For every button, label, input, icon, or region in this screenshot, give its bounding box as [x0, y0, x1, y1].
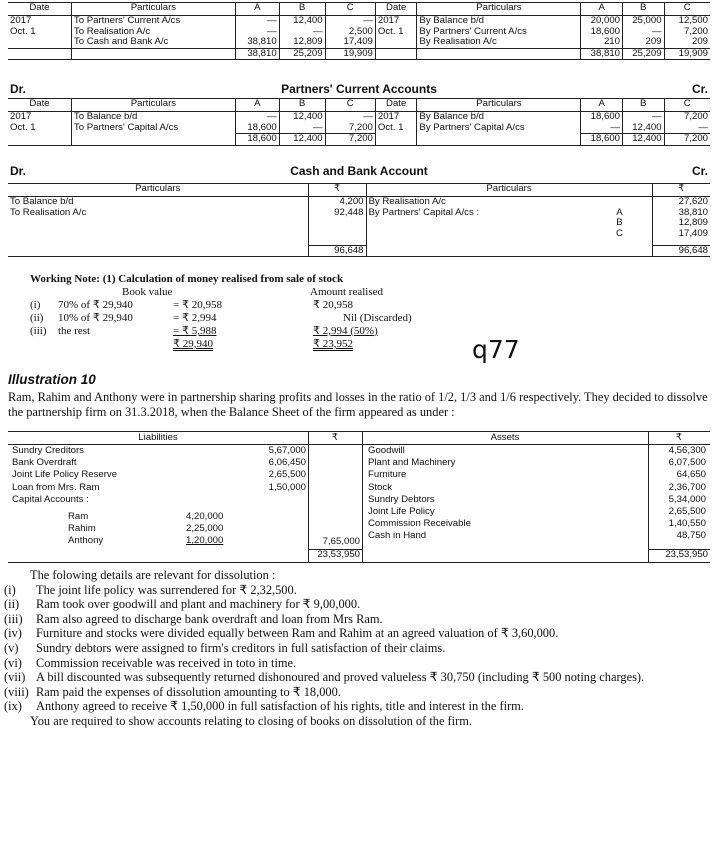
amount-cell: 12,400: [622, 123, 664, 134]
particulars-cell: By Realisation A/c: [366, 197, 652, 208]
list-item: Stock 2,36,700: [368, 481, 706, 493]
col-header-date: Date: [375, 99, 417, 112]
totals-row: [8, 245, 710, 257]
particulars-cell: B: [366, 218, 652, 229]
amount-cell: 7,200: [683, 111, 708, 122]
list-item: (ii) Ram took over goodwill and plant and machinery for ₹ 9,00,000.: [4, 597, 361, 612]
list-item: (ix) Anthony agreed to receive ₹ 1,50,000 in full satisfaction of his rights, title and interest in the firm.: [4, 699, 524, 714]
amount-cell: 25,000: [622, 16, 664, 27]
list-item: Plant and Machinery 6,07,500: [368, 457, 706, 469]
col-header-a: A: [235, 99, 279, 112]
list-item: Cash in Hand 48,750: [368, 530, 706, 542]
capital-list: [68, 512, 300, 549]
account-title: Partners' Current Accounts: [281, 82, 437, 96]
col-header-date: Date: [8, 3, 71, 16]
amount-cell: —: [581, 123, 623, 134]
dissolution-details: [4, 568, 712, 729]
particulars-cell: To Partners' Current A/cs: [71, 16, 235, 27]
col-header-c: C: [325, 3, 375, 16]
col-header-b: B: [279, 3, 325, 16]
partners-current-accounts-table: [8, 98, 710, 146]
total-cell: 38,810: [581, 48, 623, 60]
list-item: (vi) Commission receivable was received in toto in time.: [4, 655, 297, 670]
list-item: (iv) Furniture and stocks were divided equally between Ram and Rahim at an agreed valuation of ₹ 3,60,000.: [4, 626, 559, 641]
particulars-cell: C: [366, 229, 652, 240]
list-item: Sundry Creditors 5,67,000: [12, 445, 306, 456]
amount-cell: 210: [581, 37, 623, 48]
rupee-header: ₹: [331, 432, 339, 443]
col-header-date: Date: [8, 99, 71, 112]
amount-cell: 27,620: [678, 196, 708, 207]
total-cell: 12,400: [279, 134, 325, 146]
date-cell: 2017 Oct. 1: [375, 16, 417, 49]
particulars-cell: By Partners' Capital A/cs : A: [366, 208, 652, 219]
amount-cell: 12,809: [678, 217, 708, 229]
amount-cell: 12,400: [279, 112, 325, 123]
balance-sheet: [8, 431, 710, 563]
amount-cell: 7,200: [683, 25, 708, 37]
particulars-cell: By Realisation A/c: [417, 37, 581, 48]
assets-list: [368, 446, 708, 544]
col-header-particulars: Particulars: [366, 184, 652, 197]
list-item: Capital Accounts :: [12, 493, 89, 505]
col-header-particulars: Particulars: [8, 184, 308, 197]
totals-row: [8, 48, 710, 60]
total-cell: 96,648: [652, 245, 710, 257]
total-cell: 7,200: [664, 134, 710, 146]
capital-total: 7,65,000: [322, 536, 360, 547]
list-item: (viii) Ram paid the expenses of dissolution amounting to ₹ 18,000.: [4, 684, 341, 699]
table-row: [8, 112, 710, 123]
rupee-header: ₹: [675, 432, 683, 443]
liabilities-list: [12, 446, 308, 507]
amount-cell: 12,400: [279, 16, 325, 27]
col-header-date: Date: [375, 3, 417, 16]
cr-label: Cr.: [691, 82, 708, 96]
amount-cell: —: [279, 123, 325, 134]
amount-cell: —: [235, 16, 279, 27]
particulars-cell: To Realisation A/c: [71, 27, 235, 38]
amount-cell: 18,600: [235, 123, 279, 134]
list-item: Ram 4,20,000: [68, 511, 224, 522]
col-header-rupee: ₹: [652, 184, 710, 197]
amount-cell: —: [698, 121, 708, 133]
col-header-particulars: Particulars: [71, 99, 235, 112]
amount-cell: 12,809: [279, 37, 325, 48]
list-item: (i) The joint life policy was surrendered for ₹ 2,32,500.: [4, 582, 297, 597]
working-note-title: Working Note: (1) Calculation of money realised from sale of stock: [30, 273, 344, 285]
list-item: Sundry Debtors 5,34,000: [368, 493, 706, 505]
list-item: (v) Sundry debtors were assigned to firm's creditors in full satisfaction of their claims.: [4, 640, 446, 655]
amount-cell: —: [325, 16, 375, 27]
table-row: [8, 208, 710, 219]
total-cell: 18,600: [581, 134, 623, 146]
particulars-cell: To Partners' Capital A/cs: [71, 123, 235, 134]
total-cell: 25,209: [622, 48, 664, 60]
particulars-cell: By Partners' Capital A/cs: [417, 123, 581, 134]
list-item: Goodwill 4,56,300: [368, 445, 706, 456]
cr-label: Cr.: [691, 164, 708, 178]
table-row: [8, 229, 710, 240]
assets-header: Assets: [490, 432, 520, 443]
details-closing: You are required to show accounts relating to closing of books on dissolution of the firm.: [30, 713, 472, 728]
amount-cell: 92,448: [308, 208, 366, 219]
amount-cell: 209: [622, 37, 664, 48]
illustration-text: Ram, Rahim and Anthony were in partnership sharing profits and losses in the ratio of 1/2, 1/3 and 1/6 respectively. They decided to dissolve the partnership firm on 31.3.2018, when the Balance Sheet of the firm appeared as under :: [8, 390, 708, 419]
total-cell: 12,400: [622, 134, 664, 146]
amount-cell: —: [325, 112, 375, 123]
amount-cell: —: [622, 27, 664, 38]
textbook-page: Date Particulars A B C Date Particulars A B C 2017 Oct. 1 To Partners' Current A/cs — 12,400 — 2017 Oct. 1 By Balance b/d 20,000 25,000 12,500 To Realisation A/c — — 2,500 By Partners' Current A/cs 18,600 — 7,200 To Cash and Bank A/c 38,810 12,809 17,409 By Realisation A/c 210 209 209 38,810 25,209 19,909 38,810 25,209 19,909 Dr. Partners' Current Accounts Cr. Date Particulars A B C Date Particulars A B C 2017 Oct. 1 To Balance b/d — 12,400 — 2017 Oct. 1 By Balance b/d 18,600 — 7,200 To Partners' Capital A/cs 18,600 — 7,200 By Partners' Capital A/cs — 12,400 — 18,600 12,400 7,200 18,600 12,400 7,200 Dr. Cash and Bank Account Cr. Particulars ₹ Particulars ₹ To Balance b/d 4,200 By Realisation A/c 27,620 To Realisation A/c 92,448 By Partners' Capital A/cs : A 38,810 B 12,809 C 17,409 96,648 96,648 Working Note: (1) Calculation of money realised from sale of stock Book value Amount realised (i) 70% of ₹ 29,940 = ₹ 20,958 ₹ 20,958 (ii) 10% of ₹ 29,940 = ₹ 2,994 Nil (Discarded) (iii) the rest = ₹ 5,988 ₹ 2,994 (50%) ₹ 29,940 ₹ 23,952 q77 Illustration 10 Ram, Rahim and Anthony were in partnership sharing profits and losses in the ratio of 1/2, 1/3 and 1/6 respectively. They decided to dissolve the partnership firm on 31.3.2018, when the Balance Sheet of the firm appeared as under : Liabilities ₹ Assets ₹ Sundry Creditors 5,67,000 Bank Overdraft 6,06,450 Joint Life Policy Reserve 2,65,500 Loan from Mrs. Ram 1,50,000 Capital Accounts : Ram 4,20,000 Rahim 2,25,000 Anthony 1,20,000 7,65,000 Goodwill 4,56,300 Plant and Machinery 6,07,500 Furniture 64,650 Stock 2,36,700 Sundry Debtors 5,34,000 Joint Life Policy 2,65,500 Commission Receivable 1,40,550 Cash in Hand 48,750 23,53,950 23,53,950 The folowing details are relevant for dissolution : (i) The joint life policy was surrendered for ₹ 2,32,500. (ii) Ram took over goodwill and plant and machinery for ₹ 9,00,000. (iii) Ram also agreed to discharge bank overdraft and loan from Mrs Ram. (iv) Furniture and stocks were divided equally between Ram and Rahim at an agreed valuation of ₹ 3,60,000. (v) Sundry debtors were assigned to firm's creditors in full satisfaction of their claims. (vi) Commission receivable was received in toto in time. (vii) A bill discounted was subsequently returned dishonoured and proved valueless ₹ 30,750 (including ₹ 500 noting charges). (viii) Ram paid the expenses of dissolution amounting to ₹ 18,000. (ix) Anthony agreed to receive ₹ 1,50,000 in full satisfaction of his rights, title and interest in the firm. You are required to show accounts relating to closing of books on dissolution of the firm.: [0, 0, 720, 857]
date-cell: 2017 Oct. 1: [8, 112, 71, 134]
particulars-cell: By Partners' Current A/cs: [417, 27, 581, 38]
total-cell: 19,909: [325, 48, 375, 60]
illustration-title: Illustration 10: [8, 372, 96, 387]
amount-cell: 38,810: [235, 37, 279, 48]
table-row: [8, 218, 710, 229]
amount-cell: 2,500: [325, 27, 375, 38]
handwritten-annotation: q77: [472, 335, 520, 364]
dr-label: Dr.: [10, 82, 27, 96]
dr-label: Dr.: [10, 164, 27, 178]
col-header-b: B: [622, 99, 664, 112]
amount-cell: 12,500: [678, 15, 708, 26]
amount-cell: 18,600: [581, 27, 623, 38]
amount-cell: —: [622, 112, 664, 123]
list-item: (vii) A bill discounted was subsequently returned dishonoured and proved valueless ₹ 30,750 (including ₹ 500 noting charges).: [4, 670, 645, 685]
liabilities-header: Liabilities: [138, 432, 178, 443]
book-value-header: Book value: [122, 286, 173, 298]
list-item: Rahim 2,25,000: [68, 523, 224, 535]
particulars-cell: To Cash and Bank A/c: [71, 37, 235, 48]
amount-cell: 20,000: [581, 16, 623, 27]
amount-cell: —: [235, 27, 279, 38]
cash-bank-account-table: [8, 183, 710, 257]
list-item: Bank Overdraft 6,06,450: [12, 457, 306, 469]
totals-row: [8, 134, 710, 146]
amount-cell: —: [235, 112, 279, 123]
col-header-rupee: ₹: [308, 184, 366, 197]
list-item: Anthony 1,20,000: [68, 535, 224, 547]
total-cell: 25,209: [279, 48, 325, 60]
col-header-b: B: [622, 3, 664, 16]
amount-cell: 17,409: [325, 37, 375, 48]
amount-cell: —: [279, 27, 325, 38]
list-item: Furniture 64,650: [368, 469, 706, 481]
particulars-cell: To Balance b/d: [8, 197, 308, 208]
particulars-cell: To Realisation A/c: [8, 208, 308, 219]
list-item: Joint Life Policy Reserve 2,65,500: [12, 469, 306, 481]
account-title: Cash and Bank Account: [290, 164, 428, 178]
capital-accounts-table: [8, 2, 710, 60]
table-row: [8, 197, 710, 208]
amount-cell: 17,409: [678, 227, 708, 239]
col-header-a: A: [235, 3, 279, 16]
date-cell: 2017 Oct. 1: [8, 16, 71, 49]
col-header-c: C: [664, 3, 710, 16]
total-cell: 38,810: [235, 48, 279, 60]
col-header-a: A: [581, 99, 623, 112]
list-item: (iii) Ram also agreed to discharge bank overdraft and loan from Mrs Ram.: [4, 611, 383, 626]
date-cell: 2017 Oct. 1: [375, 112, 417, 134]
list-item: Commission Receivable 1,40,550: [368, 518, 706, 530]
particulars-cell: To Balance b/d: [71, 112, 235, 123]
total-cell: 18,600: [235, 134, 279, 146]
col-header-c: C: [664, 99, 710, 112]
assets-total: 23,53,950: [665, 549, 708, 560]
col-header-particulars: Particulars: [71, 3, 235, 16]
amount-cell: 209: [691, 36, 708, 48]
col-header-c: C: [325, 99, 375, 112]
particulars-cell: By Balance b/d: [417, 112, 581, 123]
list-item: Joint Life Policy 2,65,500: [368, 505, 706, 517]
table-row: [8, 123, 710, 134]
liabilities-total: 23,53,950: [317, 549, 360, 560]
col-header-b: B: [279, 99, 325, 112]
total-cell: 96,648: [308, 245, 366, 257]
amount-realised-header: Amount realised: [310, 286, 384, 298]
details-intro: The folowing details are relevant for dissolution :: [30, 568, 276, 582]
particulars-cell: By Balance b/d: [417, 16, 581, 27]
table-row: [8, 16, 710, 27]
amount-cell: 38,810: [678, 206, 708, 218]
col-header-particulars: Particulars: [417, 99, 581, 112]
amount-cell: 18,600: [581, 112, 623, 123]
total-cell: 7,200: [325, 134, 375, 146]
col-header-particulars: Particulars: [417, 3, 581, 16]
table-row: [8, 37, 710, 48]
amount-cell: 7,200: [325, 123, 375, 134]
col-header-a: A: [581, 3, 623, 16]
cba-title-row: [8, 164, 710, 179]
pca-title-row: [8, 82, 710, 97]
list-item: Loan from Mrs. Ram 1,50,000: [12, 481, 306, 493]
total-cell: 19,909: [664, 48, 710, 60]
amount-cell: 4,200: [308, 197, 366, 208]
